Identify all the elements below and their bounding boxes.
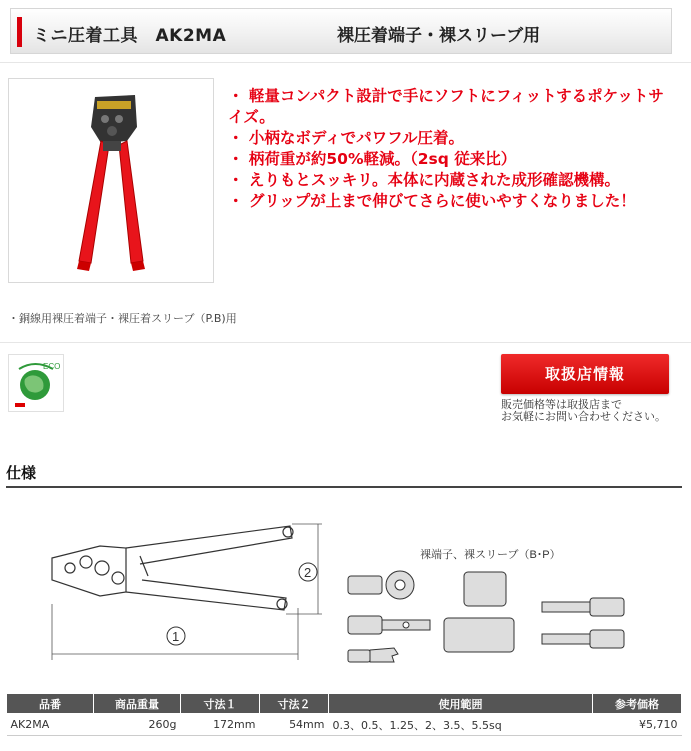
spec-divider — [6, 486, 682, 488]
spec-diagram — [30, 518, 670, 678]
spec-heading: 仕様 — [6, 464, 37, 482]
spec-col-header: 寸法２ — [260, 694, 329, 714]
eco-mark — [8, 354, 64, 412]
cell-price: ¥5,710 — [593, 714, 682, 736]
dimension-2-label: 2 — [304, 565, 312, 580]
eco-globe-icon — [9, 355, 63, 411]
dimension-1-label: 1 — [172, 629, 180, 644]
crimping-tool-icon — [9, 79, 213, 282]
feature-item: ・ えりもとスッキリ。本体に内蔵された成形確認機構。 — [228, 171, 620, 189]
spec-table — [6, 693, 682, 736]
product-subtitle: 裸圧着端子・裸スリーブ用 — [337, 26, 541, 46]
product-title-bar — [10, 8, 672, 54]
dealer-note-line: お気軽にお問い合わせください。 — [501, 410, 666, 423]
title-accent-bar — [17, 17, 22, 47]
spec-table-header-row — [7, 694, 682, 714]
feature-item: ・ グリップが上まで伸びてさらに使いやすくなりました！ — [228, 192, 636, 210]
feature-list — [228, 86, 678, 212]
product-image — [8, 78, 214, 283]
divider — [0, 342, 691, 343]
spec-col-header: 商品重量 — [94, 694, 181, 714]
product-title: ミニ圧着工具 AK2MA — [33, 26, 227, 46]
divider — [0, 62, 691, 63]
eco-text: ECO — [43, 362, 61, 371]
dealer-note — [501, 399, 666, 423]
dealer-info-button[interactable]: 取扱店情報 — [501, 354, 669, 394]
table-row — [7, 714, 682, 736]
spec-col-header: 寸法１ — [181, 694, 260, 714]
cell-part-number: AK2MA — [7, 714, 94, 736]
dealer-note-line: 販売価格等は取扱店まで — [501, 398, 622, 411]
feature-item: ・ 軽量コンパクト設計で手にソフトにフィットするポケットサイズ。 — [228, 87, 664, 126]
feature-item: ・ 小柄なボディでパワフル圧着。 — [228, 129, 465, 147]
spec-col-header: 使用範囲 — [329, 694, 593, 714]
spec-col-header: 参考価格 — [593, 694, 682, 714]
tool-dimension-diagram — [30, 518, 670, 678]
cell-dimension-2: 54mm — [260, 714, 329, 736]
cell-weight: 260g — [94, 714, 181, 736]
applicable-note: ・銅線用裸圧着端子・裸圧着スリーブ（P.B)用 — [8, 312, 237, 325]
spec-col-header: 品番 — [7, 694, 94, 714]
cell-range: 0.3、0.5、1.25、2、3.5、5.5sq — [329, 714, 593, 736]
feature-item: ・ 柄荷重が約50%軽減。（2sq 従来比） — [228, 150, 517, 168]
cell-dimension-1: 172mm — [181, 714, 260, 736]
terminal-caption: 裸端子、裸スリーブ（B･P） — [420, 549, 561, 561]
